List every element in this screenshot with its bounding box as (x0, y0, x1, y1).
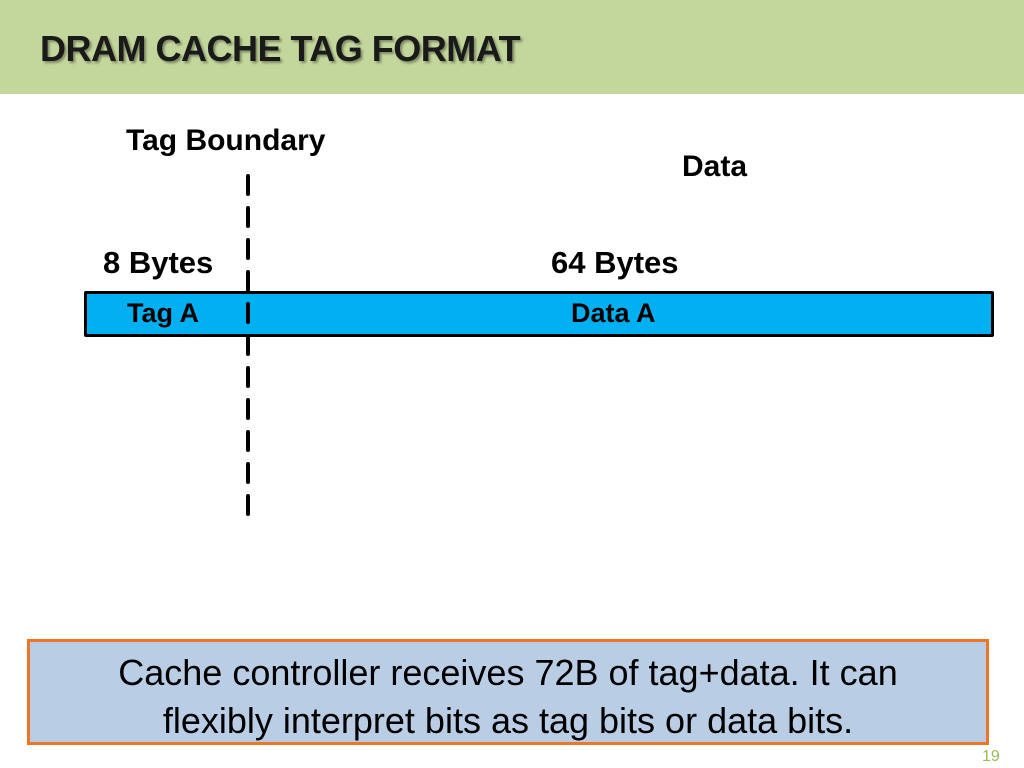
data-size-label: 64 Bytes (551, 245, 679, 280)
summary-callout (27, 639, 989, 745)
tag-size-label: 8 Bytes (103, 245, 214, 280)
cache-line-bar (84, 291, 994, 337)
tag-boundary-dashed-line (238, 170, 258, 520)
slide-title: DRAM CACHE TAG FORMAT (40, 28, 521, 69)
tag-boundary-label: Tag Boundary (126, 124, 326, 157)
data-a-segment-label: Data A (571, 298, 656, 328)
title-bar (0, 0, 1024, 94)
summary-line-2: flexibly interpret bits as tag bits or data bits. (162, 700, 854, 741)
page-number: 19 (982, 748, 1000, 765)
data-label: Data (682, 150, 748, 183)
summary-line-1: Cache controller receives 72B of tag+data. It can (118, 652, 898, 693)
tag-a-segment-label: Tag A (127, 298, 199, 328)
